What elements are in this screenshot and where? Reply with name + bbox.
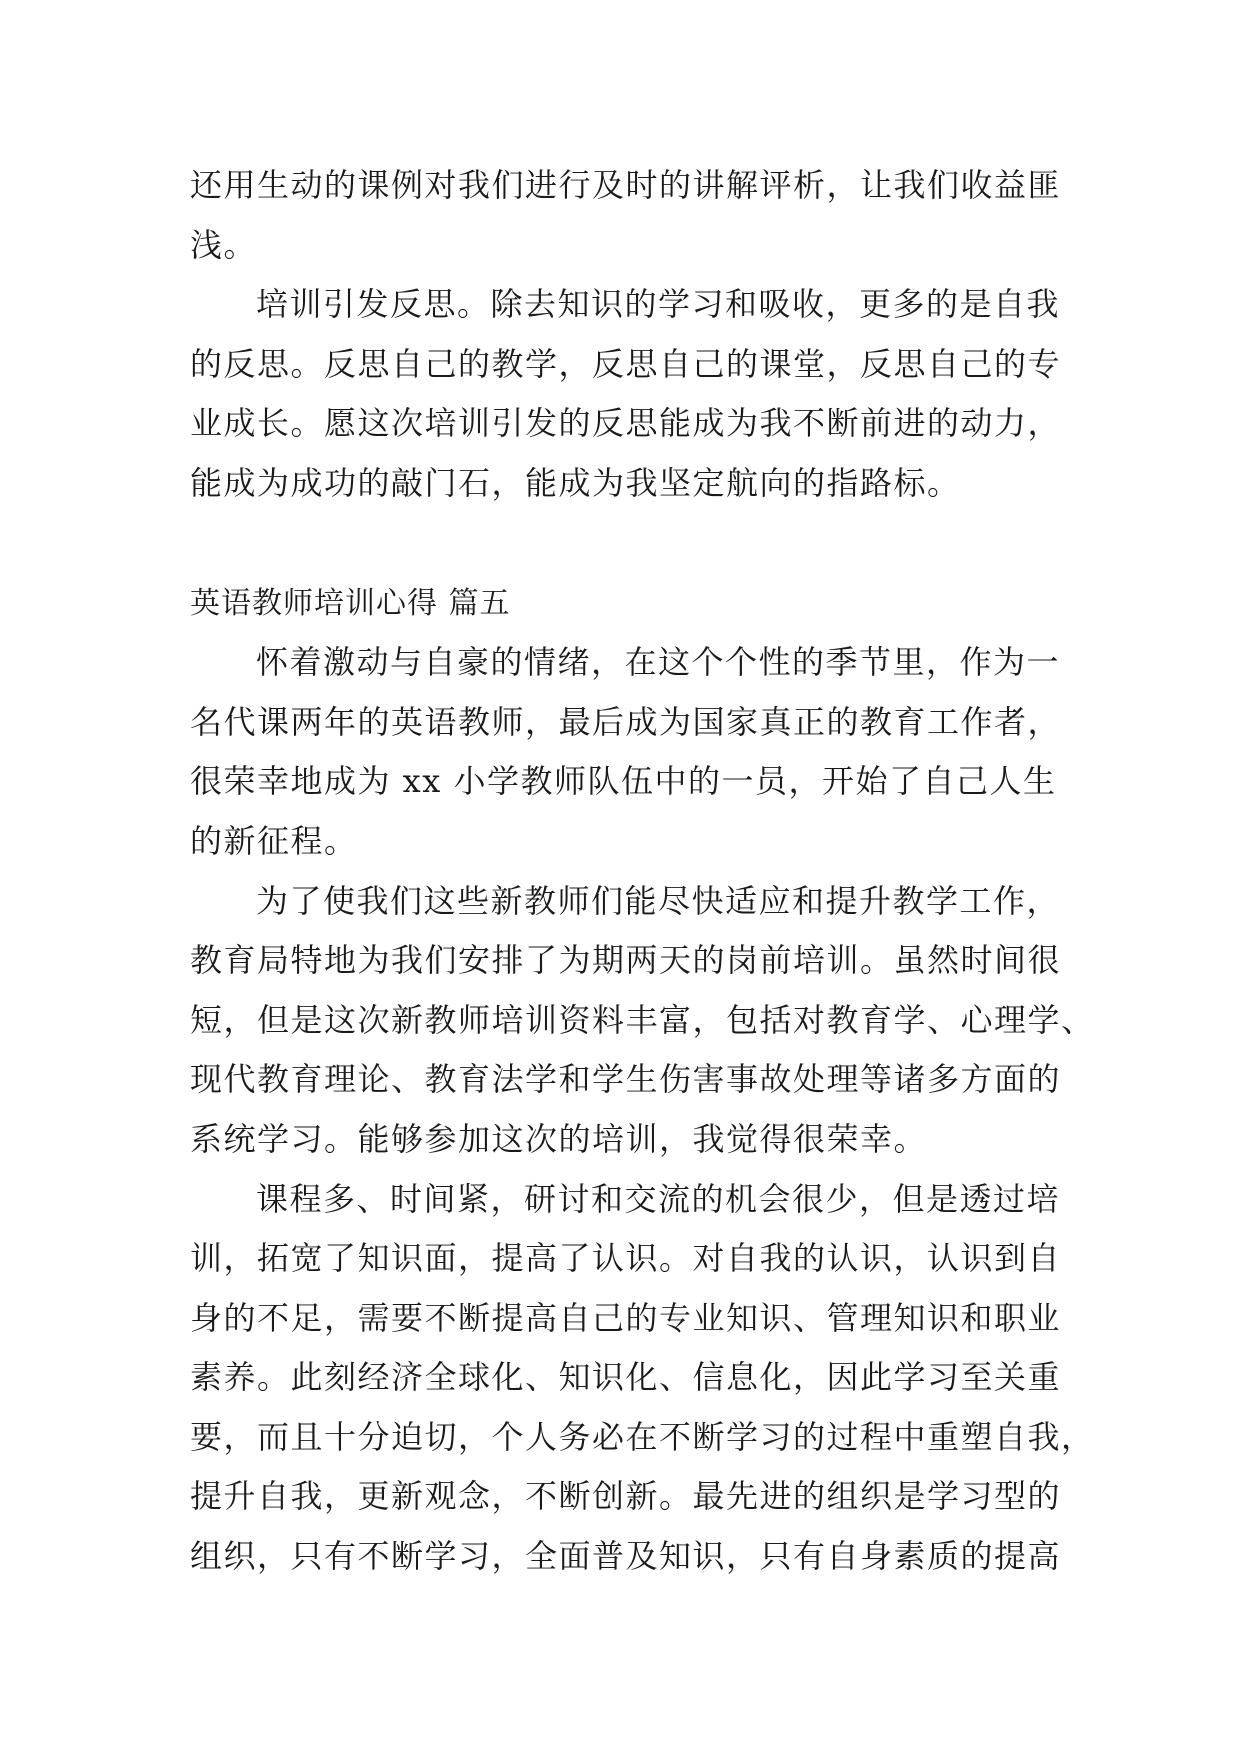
text-line: 的反思。反思自己的教学，反思自己的课堂，反思自己的专 bbox=[190, 344, 1062, 383]
text-line: 的新征程。 bbox=[190, 821, 358, 860]
text-line: 还用生动的课例对我们进行及时的讲解评析，让我们收益匪 bbox=[190, 166, 1062, 204]
paragraph-continued bbox=[190, 156, 1060, 275]
text-line: 组织，只有不断学习，全面普及知识，只有自身素质的提高 bbox=[190, 1537, 1062, 1576]
text-line: 名代课两年的英语教师，最后成为国家真正的教育工作者， bbox=[190, 702, 1062, 741]
text-line: 教育局特地为我们安排了为期两天的岗前培训。虽然时间很 bbox=[190, 941, 1062, 980]
text-line: 短，但是这次新教师培训资料丰富，包括对教育学、心理学、 bbox=[190, 1000, 1095, 1039]
paragraph-training bbox=[190, 872, 1095, 1170]
paragraph-reflection bbox=[190, 275, 1060, 513]
text-line: 要，而且十分迫切，个人务必在不断学习的过程中重塑自我， bbox=[190, 1417, 1095, 1456]
text-line: 系统学习。能够参加这次的培训，我觉得很荣幸。 bbox=[190, 1119, 928, 1158]
text-line: 现代教育理论、教育法学和学生伤害事故处理等诸多方面的 bbox=[190, 1060, 1062, 1099]
text-line: 很荣幸地成为 xx 小学教师队伍中的一员，开始了自己人生 bbox=[190, 762, 1057, 801]
text-line: 课程多、时间紧，研讨和交流的机会很少，但是透过培 bbox=[256, 1179, 1061, 1218]
paragraph-intro bbox=[190, 633, 1060, 871]
text-line: 素养。此刻经济全球化、知识化、信息化，因此学习至关重 bbox=[190, 1358, 1062, 1397]
section-heading: 英语教师培训心得 篇五 bbox=[190, 585, 511, 621]
text-line: 怀着激动与自豪的情绪，在这个个性的季节里，作为一 bbox=[256, 643, 1061, 682]
text-line: 能成为成功的敲门石，能成为我坚定航向的指路标。 bbox=[190, 463, 961, 502]
text-line: 培训引发反思。除去知识的学习和吸收，更多的是自我 bbox=[256, 285, 1061, 324]
text-line: 训，拓宽了知识面，提高了认识。对自我的认识，认识到自 bbox=[190, 1239, 1062, 1278]
text-line: 业成长。愿这次培训引发的反思能成为我不断前进的动力， bbox=[190, 404, 1062, 443]
paragraph-learning bbox=[190, 1170, 1095, 1587]
text-line: 浅。 bbox=[190, 225, 258, 264]
text-line: 提升自我，更新观念，不断创新。最先进的组织是学习型的 bbox=[190, 1477, 1062, 1516]
section-gap bbox=[190, 514, 1060, 574]
text-line: 身的不足，需要不断提高自己的专业知识、管理知识和职业 bbox=[190, 1298, 1062, 1337]
document-body bbox=[190, 156, 1095, 1587]
text-line: 为了使我们这些新教师们能尽快适应和提升教学工作， bbox=[256, 881, 1061, 920]
